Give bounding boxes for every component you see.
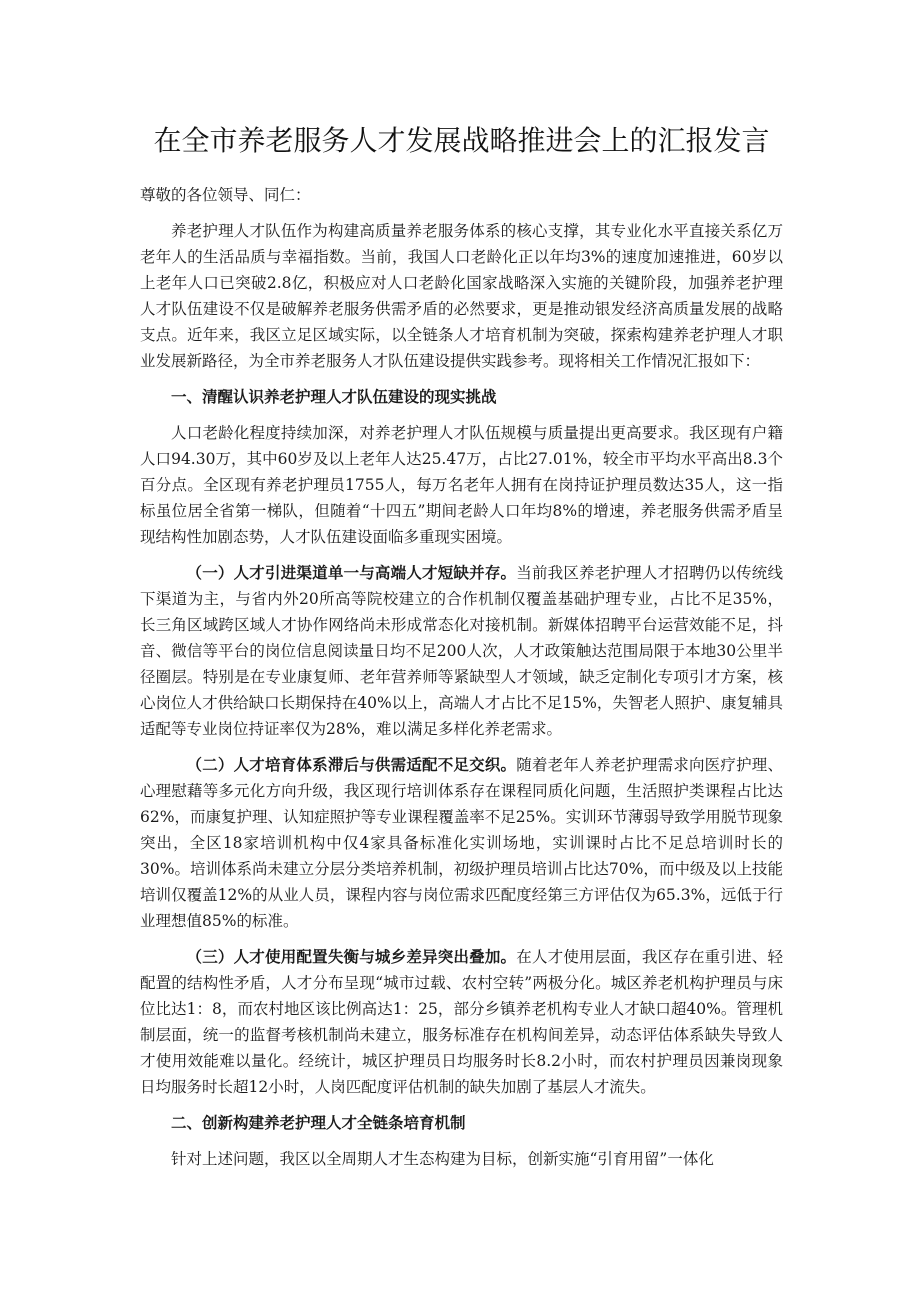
document-title: 在全市养老服务人才发展战略推进会上的汇报发言 [153, 124, 770, 157]
subsection2-paragraph [140, 752, 783, 934]
intro-paragraph: 养老护理人才队伍作为构建高质量养老服务体系的核心支撑，其专业化水平直接关系亿万老年人的生活品质与幸福指数。当前，我国人口老龄化正以年均3%的速度加速推进，60岁以上老年人口已突破2.8亿，积极应对人口老龄化国家战略深入实施的关键阶段，加强养老护理人才队伍建设不仅是破解养老服务供需矛盾的必然要求，更是推动银发经济高质量发展的战略支点。近年来，我区立足区域实际，以全链条人才培育机制为突破，探索构建养老护理人才职业发展新路径，为全市养老服务人才队伍建设提供实践参考。现将相关工作情况汇报如下： [140, 222, 783, 370]
subsection3-text: 在人才使用层面，我区存在重引进、轻配置的结构性矛盾，人才分布呈现“城市过载、农村空转”两极分化。城区养老机构护理员与床位比达1：8，而农村地区该比例高达1：25，部分乡镇养老机构专业人才缺口超40%。管理机制层面，统一的监督考核机制尚未建立，服务标准存在机构间差异，动态评估体系缺失导致人才使用效能难以量化。经统计，城区护理员日均服务时长8.2小时，而农村护理员因兼岗现象日均服务时长超12小时，人岗匹配度评估机制的缺失加剧了基层人才流失。 [140, 948, 783, 1096]
document-body [140, 122, 783, 1182]
section1-intro-paragraph: 人口老龄化程度持续加深，对养老护理人才队伍规模与质量提出更高要求。我区现有户籍人口94.30万，其中60岁及以上老年人达25.47万，占比27.01%，较全市平均水平高出8.3个百分点。全区现有养老护理员1755人，每万名老年人拥有在岗持证护理员数达35人，这一指标虽位居全省第一梯队，但随着“十四五”期间老龄人口年均8%的增速，养老服务供需矛盾呈现结构性加剧态势，人才队伍建设面临多重现实困境。 [140, 424, 783, 546]
greeting: 尊敬的各位领导、同仁： [140, 186, 311, 204]
section2-intro-paragraph: 针对上述问题，我区以全周期人才生态构建为目标，创新实施“引育用留”一体化 [171, 1150, 714, 1168]
subsection1-text: 当前我区养老护理人才招聘仍以传统线下渠道为主，与省内外20所高等院校建立的合作机制仅覆盖基础护理专业，占比不足35%，长三角区域跨区域人才协作网络尚未形成常态化对接机制。新媒体招聘平台运营效能不足，抖音、微信等平台的岗位信息阅读量日均不足200人次，人才政策触达范围局限于本地30公里半径圈层。特别是在专业康复师、老年营养师等紧缺型人才领域，缺乏定制化专项引才方案，核心岗位人才供给缺口长期保持在40%以上，高端人才占比不足15%，失智老人照护、康复辅具适配等专业岗位持证率仅为28%，难以满足多样化养老需求。 [140, 564, 783, 738]
section2-heading: 二、创新构建养老护理人才全链条培育机制 [171, 1113, 466, 1132]
subsection2-lead: （二）人才培育体系滞后与供需适配不足交织。 [186, 755, 517, 774]
subsection2-text: 随着老年人养老护理需求向医疗护理、心理慰藉等多元化方向升级，我区现行培训体系存在课程同质化问题，生活照护类课程占比达62%，而康复护理、认知症照护等专业课程覆盖率不足25%。实训环节薄弱导致学用脱节现象突出，全区18家培训机构中仅4家具备标准化实训场地，实训课时占比不足总培训时长的30%。培训体系尚未建立分层分类培养机制，初级护理员培训占比达70%，而中级及以上技能培训仅覆盖12%的从业人员，课程内容与岗位需求匹配度经第三方评估仅为65.3%，远低于行业理想值85%的标准。 [140, 756, 783, 930]
subsection3-paragraph [140, 944, 783, 1100]
subsection1-paragraph [140, 560, 783, 742]
section1-heading: 一、清醒认识养老护理人才队伍建设的现实挑战 [171, 387, 497, 406]
subsection3-lead: （三）人才使用配置失衡与城乡差异突出叠加。 [186, 947, 517, 966]
subsection1-lead: （一）人才引进渠道单一与高端人才短缺并存。 [186, 563, 517, 582]
